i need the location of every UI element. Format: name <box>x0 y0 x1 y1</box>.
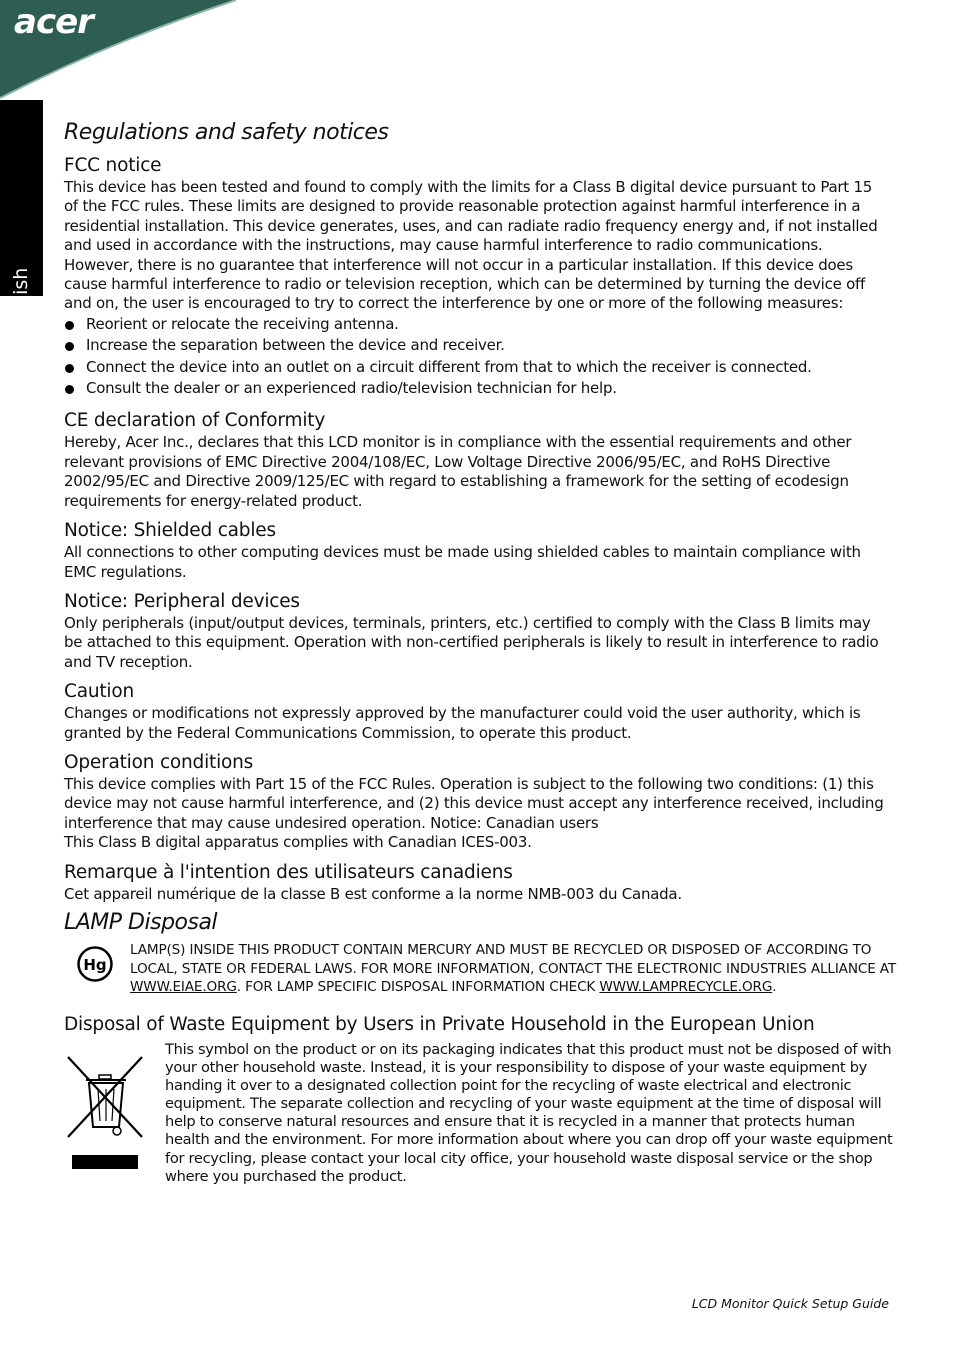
language-tab-label: English <box>10 267 32 337</box>
peripheral-devices-heading: Notice: Peripheral devices <box>64 590 300 612</box>
fcc-para-2: However, there is no guarantee that interference will not occur in a particular installation. If this device does cause harmful interference to radio or television reception, which can be determined by turning the device off and on, the user is encouraged to try to correct the interference by one or more of the following measures: <box>64 255 866 313</box>
bullet-icon <box>65 342 74 351</box>
lamp-disposal-heading: LAMP Disposal <box>64 909 218 935</box>
fcc-measures-list <box>64 314 890 400</box>
eiae-link[interactable]: WWW.EIAE.ORG <box>130 979 237 996</box>
bullet-icon <box>65 321 74 330</box>
fcc-heading: FCC notice <box>64 155 162 176</box>
ce-text: Hereby, Acer Inc., declares that this LCD monitor is in compliance with the essential requirements and other relevant provisions of EMC Directive 2004/108/EC, Low Voltage Directive 2006/95/EC, and RoHS Directive 2002/95/EC and Directive 2009/125/EC with regard to establishing a framework for the setting of ecodesign requirements for energy-related product. <box>64 433 852 510</box>
list-item: Reorient or relocate the receiving antenna. <box>64 314 890 335</box>
operation-conditions-text: This device complies with Part 15 of the FCC Rules. Operation is subject to the following two conditions: (1) this device may not cause harmful interference, and (2) this device must accept any interference received, including interference that may cause undesired operation. Notice: Canadian users <box>64 774 884 832</box>
lamp-disposal-section <box>64 941 897 1013</box>
list-item: Consult the dealer or an experienced radio/television technician for help. <box>64 378 890 399</box>
bullet-icon <box>65 364 74 373</box>
page-title: Regulations and safety notices <box>64 120 389 145</box>
list-item: Connect the device into an outlet on a circuit different from that to which the receiver is connected. <box>64 357 890 378</box>
operation-conditions-text-2: This Class B digital apparatus complies with Canadian ICES-003. <box>64 833 532 852</box>
weee-text: This symbol on the product or on its packaging indicates that this product must not be disposed of with your other household waste. Instead, it is your responsibility to dispose of your waste equipment by handing it over to a designated collection point for the recycling of waste electrical and electronic equipment. The separate collection and recycling of your waste equipment at the time of disposal will help to conserve natural resources and ensure that it is recycled in a manner that protects human health and the environment. For more information about where you can drop off your waste equipment for recycling, please contact your local city office, your household waste disposal service or the shop where you purchased the product. <box>165 1040 893 1185</box>
canadian-notice-heading: Remarque à l'intention des utilisateurs canadiens <box>64 861 513 883</box>
shielded-cables-heading: Notice: Shielded cables <box>64 520 276 542</box>
weee-section <box>64 1040 893 1211</box>
list-item: Increase the separation between the device and receiver. <box>64 335 890 356</box>
bullet-icon <box>65 385 74 394</box>
lamp-disposal-text: LAMP(S) INSIDE THIS PRODUCT CONTAIN MERCURY AND MUST BE RECYCLED OR DISPOSED OF ACCORDING TO LOCAL, STATE OR FEDERAL LAWS. FOR MORE INFORMATION, CONTACT THE ELECTRONIC INDUSTRIES ALLIANCE AT WWW.EIAE.ORG. FOR LAMP SPECIFIC DISPOSAL INFORMATION CHECK WWW.LAMPRECYCLE.ORG. <box>130 941 897 996</box>
shielded-cables-text: All connections to other computing devices must be made using shielded cables to maintain compliance with EMC regulations. <box>64 543 861 581</box>
canadian-notice-text: Cet appareil numérique de la classe B est conforme a la norme NMB-003 du Canada. <box>64 884 682 903</box>
language-tab <box>0 100 43 337</box>
caution-heading: Caution <box>64 681 135 703</box>
peripheral-devices-text: Only peripherals (input/output devices, terminals, printers, etc.) certified to comply with the Class B limits may be attached to this equipment. Operation with non-certified peripherals is likely to result in interference to radio and TV reception. <box>64 613 879 671</box>
mercury-hg-icon <box>76 945 114 983</box>
ce-heading: CE declaration of Conformity <box>64 410 326 432</box>
acer-logo: acer <box>14 2 93 42</box>
crossed-out-bin-icon <box>64 1049 146 1173</box>
lamprecycle-link[interactable]: WWW.LAMPRECYCLE.ORG <box>599 979 773 996</box>
operation-conditions-heading: Operation conditions <box>64 751 254 773</box>
weee-heading: Disposal of Waste Equipment by Users in Private Household in the European Union <box>64 1013 815 1035</box>
footer-guide-title: LCD Monitor Quick Setup Guide <box>691 1296 889 1311</box>
main-content <box>64 120 897 1211</box>
svg-text:Hg: Hg <box>83 955 107 974</box>
caution-text: Changes or modifications not expressly approved by the manufacturer could void the user authority, which is granted by the Federal Communications Commission, to operate this product. <box>64 704 861 742</box>
fcc-para-1: This device has been tested and found to comply with the limits for a Class B digital device pursuant to Part 15 of the FCC rules. These limits are designed to provide reasonable protection against harmful interference in a residential installation. This device generates, uses, and can radiate radio frequency energy and, if not installed and used in accordance with the instructions, may cause harmful interference to radio communications. <box>64 178 878 255</box>
